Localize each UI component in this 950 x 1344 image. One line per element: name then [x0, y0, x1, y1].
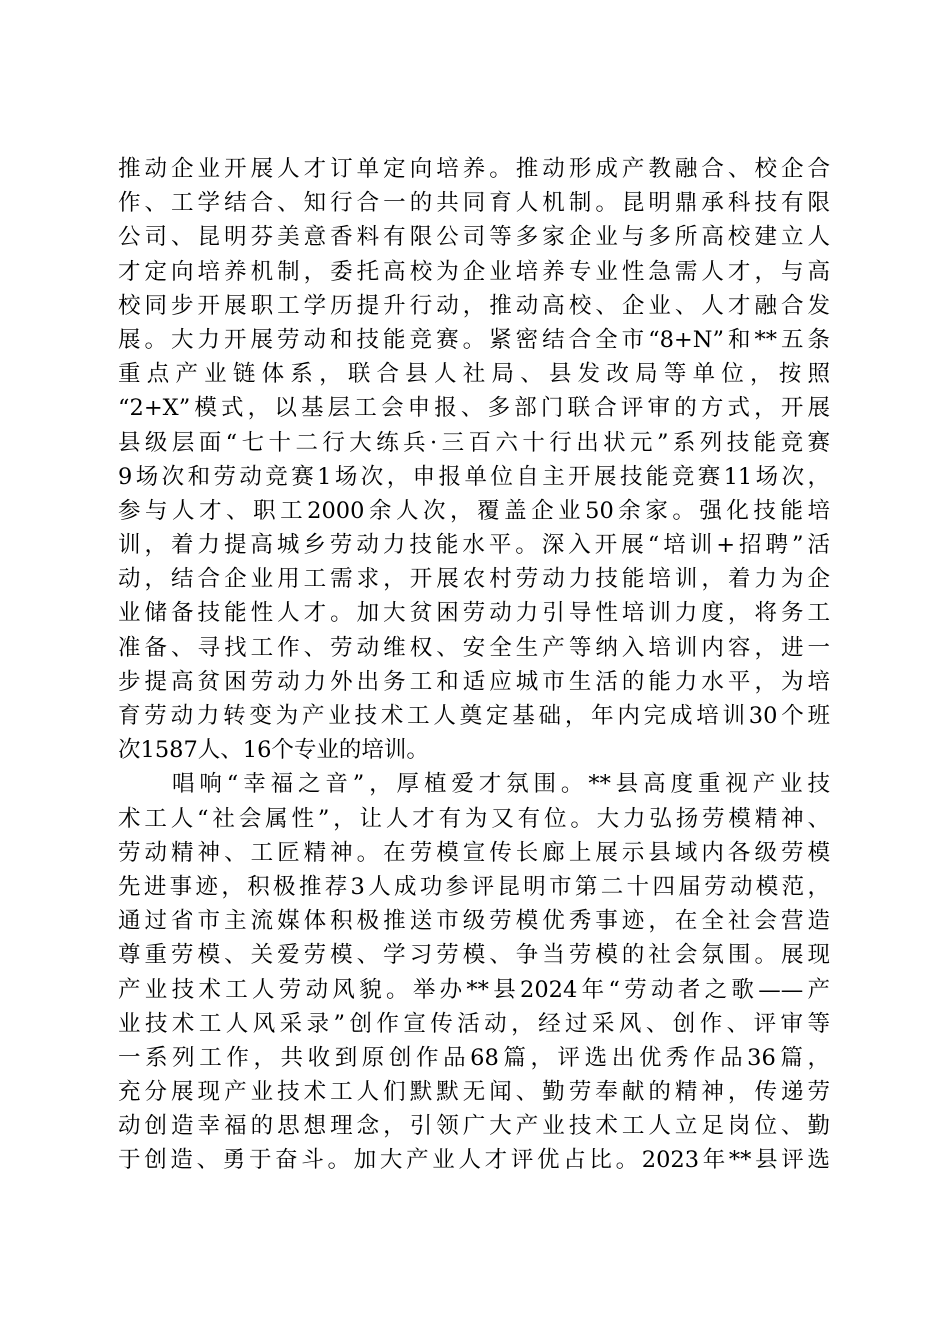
- text-line: 重点产业链体系，联合县人社局、县发改局等单位，按照: [118, 361, 830, 388]
- paragraph-start-line: 唱响“幸福之音”，厚植爱才氛围。**县高度重视产业技: [172, 771, 830, 798]
- text-line: 一系列工作，共收到原创作品68篇，评选出优秀作品36篇，: [118, 1044, 830, 1071]
- text-line: 产业技术工人劳动风貌。举办**县2024年“劳动者之歌——产: [118, 976, 830, 1003]
- text-line: 作、工学结合、知行合一的共同育人机制。昆明鼎承科技有限: [118, 190, 830, 217]
- text-line: 动，结合企业用工需求，开展农村劳动力技能培训，着力为企: [118, 566, 830, 593]
- text-line: 县级层面“七十二行大练兵·三百六十行出状元”系列技能竞赛: [118, 429, 830, 456]
- text-line: 训，着力提高城乡劳动力技能水平。深入开展“培训+招聘”活: [118, 532, 830, 559]
- text-line: 劳动精神、工匠精神。在劳模宣传长廊上展示县域内各级劳模: [118, 839, 830, 866]
- text-line: 于创造、勇于奋斗。加大产业人才评优占比。2023年**县评选: [118, 1147, 830, 1174]
- text-line: 尊重劳模、关爱劳模、学习劳模、争当劳模的社会氛围。展现: [118, 942, 830, 969]
- text-line: 育劳动力转变为产业技术工人奠定基础，年内完成培训30个班: [118, 703, 830, 729]
- text-line: 公司、昆明芬美意香料有限公司等多家企业与多所高校建立人: [118, 224, 830, 251]
- text-line: 业技术工人风采录”创作宣传活动，经过采风、创作、评审等: [118, 1010, 830, 1037]
- text-line: 动创造幸福的思想理念，引领广大产业技术工人立足岗位、勤: [118, 1113, 830, 1140]
- text-line: 才定向培养机制，委托高校为企业培养专业性急需人才，与高: [118, 258, 830, 285]
- text-line: 参与人才、职工2000余人次，覆盖企业50余家。强化技能培: [118, 497, 830, 524]
- text-line: 9场次和劳动竞赛1场次，申报单位自主开展技能竞赛11场次，: [118, 463, 830, 490]
- text-line: 术工人“社会属性”，让人才有为又有位。大力弘扬劳模精神、: [118, 805, 830, 832]
- text-line: 先进事迹，积极推荐3人成功参评昆明市第二十四届劳动模范，: [118, 873, 830, 900]
- body-text: [118, 152, 830, 1178]
- text-line: 推动企业开展人才订单定向培养。推动形成产教融合、校企合: [118, 156, 830, 182]
- text-line: 校同步开展职工学历提升行动，推动高校、企业、人才融合发: [118, 292, 830, 319]
- text-line: “2+X”模式，以基层工会申报、多部门联合评审的方式，开展: [118, 395, 830, 422]
- text-line: 准备、寻找工作、劳动维权、安全生产等纳入培训内容，进一: [118, 634, 830, 661]
- text-line: 展。大力开展劳动和技能竞赛。紧密结合全市“8+N”和**五条: [118, 326, 830, 353]
- text-line: 次1587人、16个专业的培训。: [118, 737, 429, 764]
- text-line: 业储备技能性人才。加大贫困劳动力引导性培训力度，将务工: [118, 600, 830, 627]
- text-line: 步提高贫困劳动力外出务工和适应城市生活的能力水平，为培: [118, 668, 830, 695]
- text-line: 通过省市主流媒体积极推送市级劳模优秀事迹，在全社会营造: [118, 908, 830, 935]
- text-line: 充分展现产业技术工人们默默无闻、勤劳奉献的精神，传递劳: [118, 1079, 830, 1106]
